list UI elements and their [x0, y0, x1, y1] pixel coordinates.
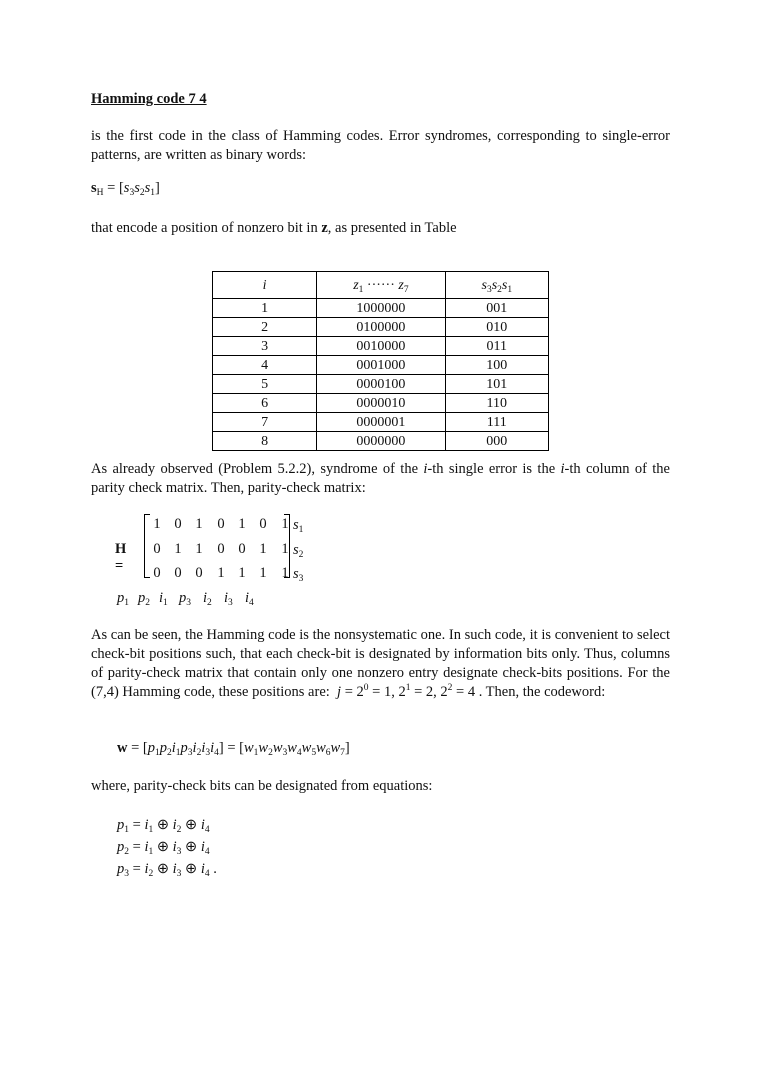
- matrix-entry: 1: [238, 565, 246, 581]
- matrix-entry: 1: [195, 541, 203, 557]
- row-label-s3: $s_3$: [293, 566, 304, 584]
- equation-p2: $p_2 = i_1$ ⊕ $i_3$ ⊕ $i_4$: [117, 839, 210, 857]
- cell-error-pattern: 0100000: [317, 318, 445, 337]
- cell-error-pattern: 0000100: [317, 375, 445, 394]
- cell-syndrome: 000: [445, 432, 548, 451]
- cell-i: 3: [213, 337, 317, 356]
- matrix-entry: 1: [153, 516, 161, 532]
- cell-error-pattern: 0001000: [317, 356, 445, 375]
- matrix-entry: 0: [217, 541, 225, 557]
- matrix-entry: 1: [281, 541, 289, 557]
- observation-paragraph: As already observed (Problem 5.2.2), syndrome of the i-th single error is the i-th column of the parity check matrix. Then, parity-check matrix:: [91, 461, 670, 496]
- table-row: [213, 394, 549, 413]
- cell-i: 6: [213, 394, 317, 413]
- cell-i: 1: [213, 299, 317, 318]
- matrix-entry: 0: [153, 541, 161, 557]
- table-header-row: [213, 272, 549, 299]
- header-z: $z_1$ ······ $z_7$: [317, 272, 445, 299]
- cell-error-pattern: 0000000: [317, 432, 445, 451]
- syndrome-table: [212, 271, 549, 451]
- cell-i: 2: [213, 318, 317, 337]
- syndrome-vector-formula: $s_H = [s_3s_2s_1]$: [91, 180, 160, 198]
- cell-error-pattern: 0000001: [317, 413, 445, 432]
- table-intro: that encode a position of nonzero bit in z, as presented in Table: [91, 220, 457, 236]
- row-label-s1: $s_1$: [293, 517, 304, 535]
- equations-intro: where, parity-check bits can be designated from equations:: [91, 778, 433, 794]
- matrix-entry: 0: [195, 565, 203, 581]
- row-label-s2: $s_2$: [293, 542, 304, 560]
- cell-error-pattern: 0010000: [317, 337, 445, 356]
- table-row: [213, 318, 549, 337]
- cell-i: 4: [213, 356, 317, 375]
- cell-syndrome: 101: [445, 375, 548, 394]
- matrix-entry: 1: [238, 516, 246, 532]
- cell-syndrome: 110: [445, 394, 548, 413]
- matrix-entry: 0: [238, 541, 246, 557]
- cell-i: 8: [213, 432, 317, 451]
- matrix-entry: 1: [195, 516, 203, 532]
- cell-error-pattern: 1000000: [317, 299, 445, 318]
- matrix-entry: 1: [259, 565, 267, 581]
- cell-syndrome: 011: [445, 337, 548, 356]
- matrix-entry: 1: [281, 565, 289, 581]
- matrix-entry: 1: [217, 565, 225, 581]
- table-row: [213, 375, 549, 394]
- header-i: i: [213, 272, 317, 299]
- section-title: Hamming code 7 4: [91, 91, 207, 107]
- matrix-entry: 1: [174, 541, 182, 557]
- matrix-entry: 0: [174, 516, 182, 532]
- matrix-entry: 1: [259, 541, 267, 557]
- table-row: [213, 337, 549, 356]
- table-row: [213, 413, 549, 432]
- matrix-label: H =: [115, 541, 127, 574]
- cell-syndrome: 111: [445, 413, 548, 432]
- table-row: [213, 299, 549, 318]
- cell-error-pattern: 0000010: [317, 394, 445, 413]
- codeword-formula: $w = [p_1p_2i_1p_3i_2i_3i_4] = [w_1w_2w_3w_4w_5w_6w_7]$: [117, 740, 350, 758]
- table-row: [213, 432, 549, 451]
- cell-syndrome: 001: [445, 299, 548, 318]
- header-syndrome: $s_3s_2s_1$: [445, 272, 548, 299]
- matrix-entry: 0: [259, 516, 267, 532]
- equation-p1: $p_1 = i_1$ ⊕ $i_2$ ⊕ $i_4$: [117, 817, 210, 835]
- cell-syndrome: 010: [445, 318, 548, 337]
- equation-p3: $p_3 = i_2$ ⊕ $i_3$ ⊕ $i_4$ .: [117, 861, 217, 879]
- matrix-entry: 0: [153, 565, 161, 581]
- table-row: [213, 356, 549, 375]
- cell-i: 5: [213, 375, 317, 394]
- intro-paragraph: is the first code in the class of Hamming codes. Error syndromes, corresponding to single-error patterns, are written as binary words:: [91, 128, 670, 163]
- matrix-entry: 0: [217, 516, 225, 532]
- matrix-entry: 1: [281, 516, 289, 532]
- matrix-entry: 0: [174, 565, 182, 581]
- cell-i: 7: [213, 413, 317, 432]
- nonsystematic-paragraph: As can be seen, the Hamming code is the nonsystematic one. In such code, it is convenient to select check-bit positions such, that each check-bit is designated by information bits only. Thus, columns of parity-check matrix that contain only one nonzero entry designate check-bits positions. For the (7,4) Hamming code, these positions are: $j = 2^0 = 1$, $2^1 = 2$, $2^2 = 4$ . Then, the codeword:: [91, 627, 670, 700]
- cell-syndrome: 100: [445, 356, 548, 375]
